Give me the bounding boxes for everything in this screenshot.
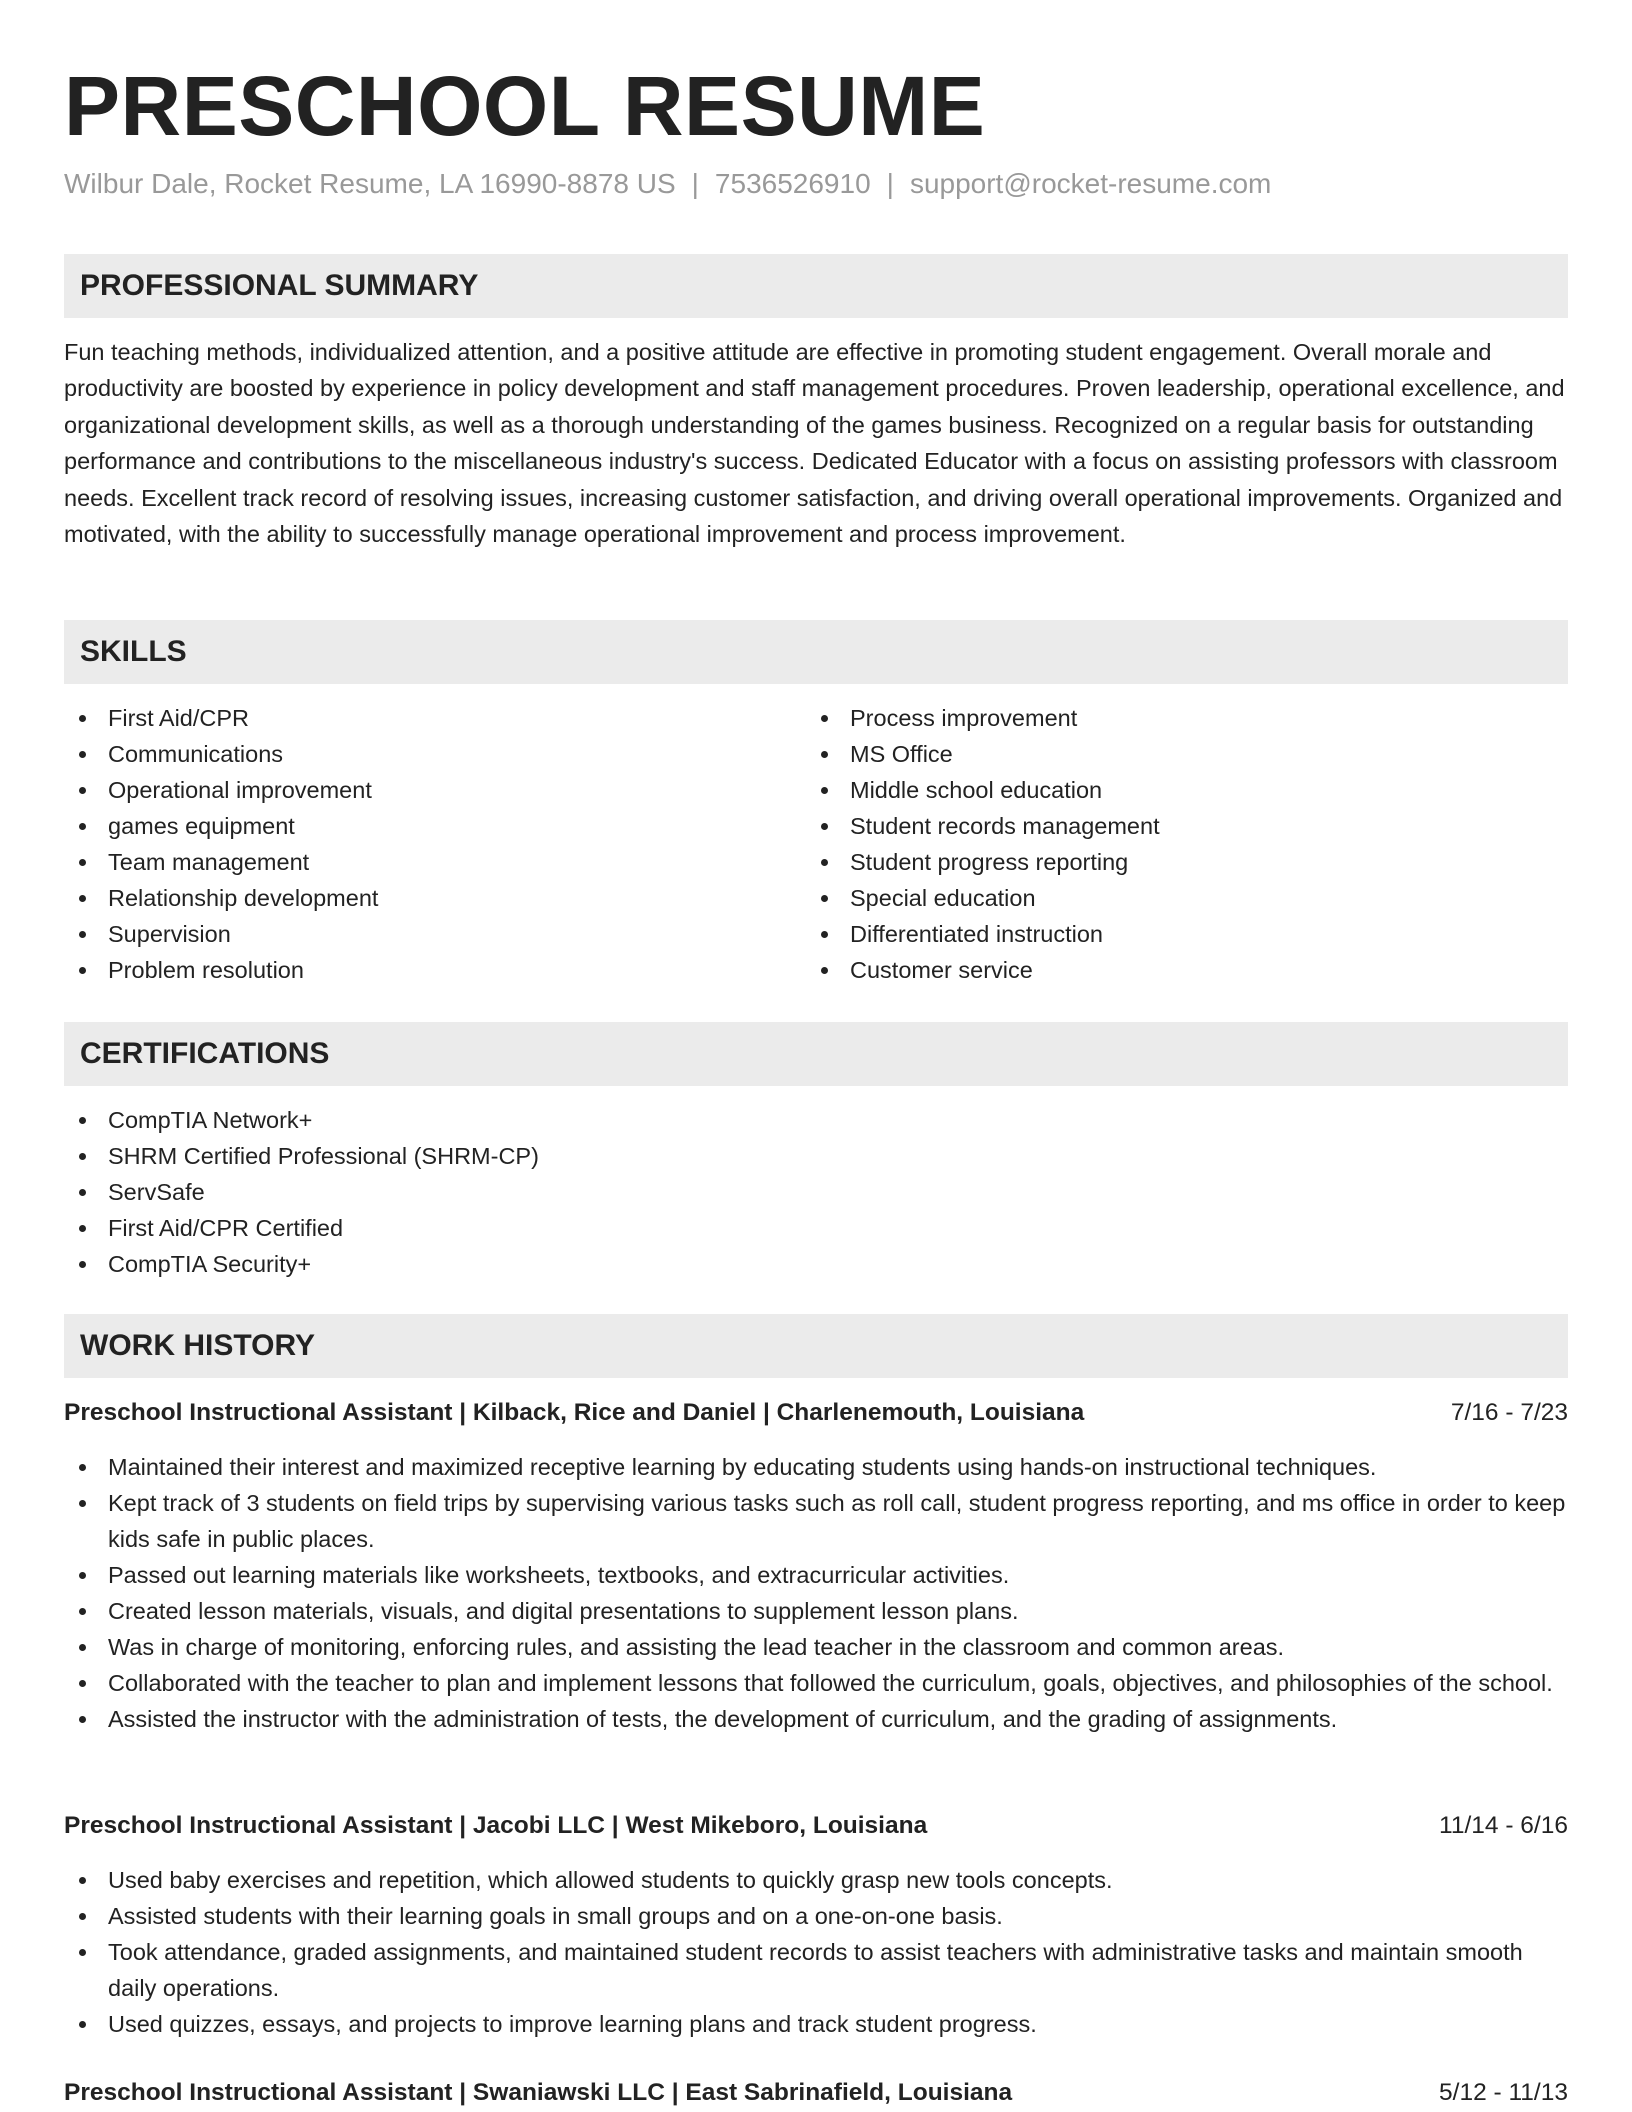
job-bullet: Collaborated with the teacher to plan and implement lessons that followed the curriculum, goals, objectives, and philosophies of the school. — [64, 1665, 1568, 1701]
certification-item: ServSafe — [64, 1174, 1568, 1210]
contact-separator: | — [886, 168, 894, 199]
skill-item: Differentiated instruction — [806, 916, 1506, 952]
job-title: Preschool Instructional Assistant | Swaniawski LLC | East Sabrinafield, Louisiana — [64, 2079, 1013, 2106]
job-bullet: Was in charge of monitoring, enforcing rules, and assisting the lead teacher in the classroom and common areas. — [64, 1629, 1568, 1665]
job-heading — [64, 1808, 1568, 1844]
resume-title: PRESCHOOL RESUME — [64, 59, 986, 153]
skill-item: Operational improvement — [64, 772, 764, 808]
contact-address: Wilbur Dale, Rocket Resume, LA 16990-8878 US — [64, 168, 676, 199]
skill-item: Relationship development — [64, 880, 764, 916]
skill-item: Student progress reporting — [806, 844, 1506, 880]
certification-item: First Aid/CPR Certified — [64, 1210, 1568, 1246]
certification-item: CompTIA Network+ — [64, 1102, 1568, 1138]
job-bullet-list — [64, 1862, 1568, 2042]
certifications-list — [64, 1102, 1568, 1282]
skill-item: Middle school education — [806, 772, 1506, 808]
skill-item: Student records management — [806, 808, 1506, 844]
skill-item: games equipment — [64, 808, 764, 844]
certification-item: CompTIA Security+ — [64, 1246, 1568, 1282]
job-bullet: Used baby exercises and repetition, which allowed students to quickly grasp new tools concepts. — [64, 1862, 1568, 1898]
skills-list-left — [64, 700, 764, 988]
skill-item: Special education — [806, 880, 1506, 916]
job-dates: 11/14 - 6/16 — [1439, 1812, 1568, 1839]
job-heading — [64, 1395, 1568, 1431]
job-bullet: Passed out learning materials like worksheets, textbooks, and extracurricular activities. — [64, 1557, 1568, 1593]
job-bullet: Maintained their interest and maximized receptive learning by educating students using hands-on instructional techniques. — [64, 1449, 1568, 1485]
skill-item: MS Office — [806, 736, 1506, 772]
job-bullet: Used quizzes, essays, and projects to improve learning plans and track student progress. — [64, 2006, 1568, 2042]
skill-item: First Aid/CPR — [64, 700, 764, 736]
section-header-work-history: WORK HISTORY — [64, 1314, 1568, 1378]
skill-item: Communications — [64, 736, 764, 772]
job-dates: 7/16 - 7/23 — [1450, 1399, 1568, 1426]
contact-email[interactable]: support@rocket-resume.com — [909, 168, 1272, 199]
job-title: Preschool Instructional Assistant | Jacobi LLC | West Mikeboro, Louisiana — [64, 1812, 928, 1839]
job-bullet: Took attendance, graded assignments, and maintained student records to assist teachers with administrative tasks and maintain smooth daily operations. — [64, 1934, 1568, 2006]
section-header-certifications: CERTIFICATIONS — [64, 1022, 1568, 1086]
contact-phone: 7536526910 — [714, 168, 871, 199]
job-bullet: Assisted the instructor with the administration of tests, the development of curriculum, and the grading of assignments. — [64, 1701, 1568, 1737]
skill-item: Team management — [64, 844, 764, 880]
summary-text: Fun teaching methods, individualized attention, and a positive attitude are effective in promoting student engagement. Overall morale and productivity are boosted by experience in policy development and staff management procedures. Proven leadership, operational excellence, and organizational development skills, as well as a thorough understanding of the games business. Recognized on a regular basis for outstanding performance and contributions to the miscellaneous industry's success. Dedicated Educator with a focus on assisting professors with classroom needs. Excellent track record of resolving issues, increasing customer satisfaction, and driving overall operational improvements. Organized and motivated, with the ability to successfully manage operational improvement and process improvement. — [64, 339, 1565, 548]
job-title: Preschool Instructional Assistant | Kilback, Rice and Daniel | Charlenemouth, Louisiana — [64, 1399, 1085, 1426]
skill-item: Process improvement — [806, 700, 1506, 736]
job-bullet-list — [64, 1449, 1568, 1737]
skills-list-right — [806, 700, 1506, 988]
skill-item: Problem resolution — [64, 952, 764, 988]
job-bullet: Assisted students with their learning goals in small groups and on a one-on-one basis. — [64, 1898, 1568, 1934]
skill-item: Supervision — [64, 916, 764, 952]
contact-separator: | — [691, 168, 699, 199]
certification-item: SHRM Certified Professional (SHRM-CP) — [64, 1138, 1568, 1174]
section-header-skills: SKILLS — [64, 620, 1568, 684]
job-bullet: Kept track of 3 students on field trips by supervising various tasks such as roll call, student progress reporting, and ms office in order to keep kids safe in public places. — [64, 1485, 1568, 1557]
job-bullet: Created lesson materials, visuals, and digital presentations to supplement lesson plans. — [64, 1593, 1568, 1629]
job-dates: 5/12 - 11/13 — [1439, 2079, 1568, 2106]
contact-line — [64, 166, 1271, 202]
job-heading — [64, 2075, 1568, 2111]
section-header-summary: PROFESSIONAL SUMMARY — [64, 254, 1568, 318]
skill-item: Customer service — [806, 952, 1506, 988]
